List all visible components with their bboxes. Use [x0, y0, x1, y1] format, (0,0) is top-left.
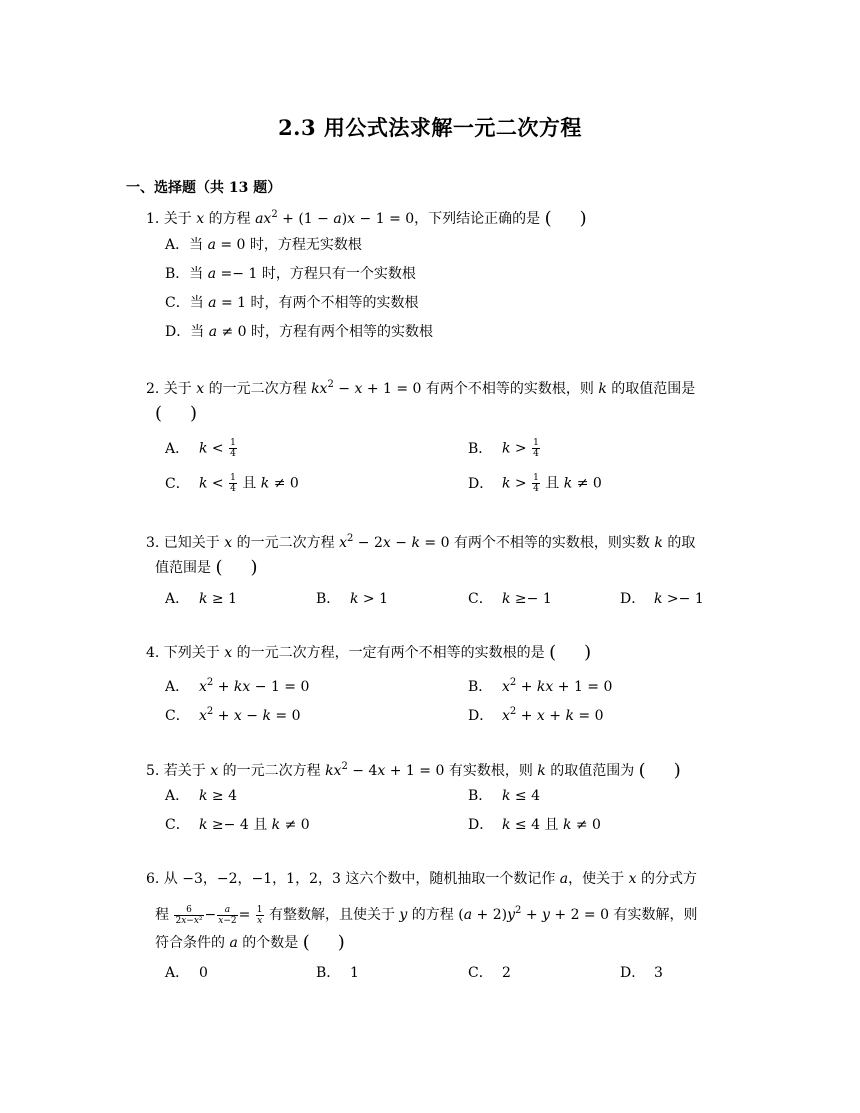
question-2-stem: 2. 关于 x 的一元二次方程 $kx^2 - x + 1 = 0$ 有两个不相等的实数根，则 k 的取值范围是: [146, 379, 696, 397]
question-3-option-d: D． k >− 1: [620, 591, 704, 607]
question-2-option-d: D． k > $\frac{1}{4}$ 且 k ≠ 0: [468, 473, 602, 494]
question-6-option-a: A． 0: [165, 965, 208, 981]
question-2-stem-paren: ( ): [155, 403, 198, 424]
question-6-option-d: D． 3: [620, 965, 663, 981]
question-3-option-c: C． k ≥− 1: [468, 591, 552, 607]
question-3-option-a: A． k ≥ 1: [165, 591, 238, 607]
question-6-stem: 6. 从 −3，−2，−1，1，2，3 这六个数中，随机抽取一个数记作 a，使关于 x 的分式方: [146, 871, 697, 887]
question-6-stem-line2: 程 $\frac{6}{\text{2x−x²}}$ − $\frac{a}{x-2}$ = $\frac{1}{x}$ 有整数解，且使关于 y 的方程 $(a + 2)y^2 + y + 2 = 0$ 有实数解，则: [155, 904, 698, 926]
question-6-option-b: B． 1: [316, 965, 359, 981]
question-3-option-b: B． k > 1: [316, 591, 389, 607]
question-4-option-b: B． $x^2$ + kx + 1 = 0: [468, 677, 613, 695]
question-6-stem-line3: 符合条件的 a 的个数是 ( ): [155, 932, 345, 953]
question-4-stem: 4. 下列关于 x 的一元二次方程，一定有两个不相等的实数根的是 ( ): [146, 642, 592, 663]
question-5-stem: 5. 若关于 x 的一元二次方程 $kx^2 - 4x + 1 = 0$ 有实数根，则 k 的取值范围为 ( ): [146, 760, 681, 781]
question-5-option-d: D． k ≤ 4 且 k ≠ 0: [468, 817, 601, 833]
question-1-option-d: D．当 a ≠ 0 时，方程有两个相等的实数根: [165, 324, 434, 340]
question-6-option-c: C． 2: [468, 965, 511, 981]
question-4-option-c: C． $x^2 + x - k = 0$: [165, 706, 301, 724]
question-5-option-b: B． k ≤ 4: [468, 788, 541, 804]
question-4-option-d: D． $x^2 + x + k = 0$: [468, 706, 604, 724]
question-5-option-c: C． k ≥− 4 且 k ≠ 0: [165, 817, 310, 833]
page-title: 2.3 用公式法求解一元二次方程: [278, 115, 582, 140]
question-3-stem: 3. 已知关于 x 的一元二次方程 $x^2 - 2x - k = 0$ 有两个不相等的实数根，则实数 k 的取: [146, 533, 696, 551]
section-heading: 一、选择题（共 13 题）: [126, 180, 282, 196]
question-4-option-a: A． $x^2$ + kx − 1 = 0: [165, 677, 310, 695]
question-2-option-c: C． k < $\frac{1}{4}$ 且 k ≠ 0: [165, 473, 299, 494]
question-3-stem-line2: 值范围是 ( ): [155, 557, 258, 578]
question-5-option-a: A． k ≥ 4: [165, 788, 238, 804]
question-1-option-a: A．当 a = 0 时，方程无实数根: [165, 237, 362, 253]
question-1-stem: 1. 关于 x 的方程 $ax^2 + (1 - a)x - 1 = 0$，下列结论正确的是 ( ): [146, 208, 587, 229]
question-2-option-a: A． k < $\frac{1}{4}$: [165, 438, 236, 459]
question-1-option-b: B．当 a =− 1 时，方程只有一个实数根: [165, 266, 416, 282]
question-2-option-b: B． k > $\frac{1}{4}$: [468, 438, 539, 459]
question-1-option-c: C．当 a = 1 时，有两个不相等的实数根: [165, 295, 419, 311]
